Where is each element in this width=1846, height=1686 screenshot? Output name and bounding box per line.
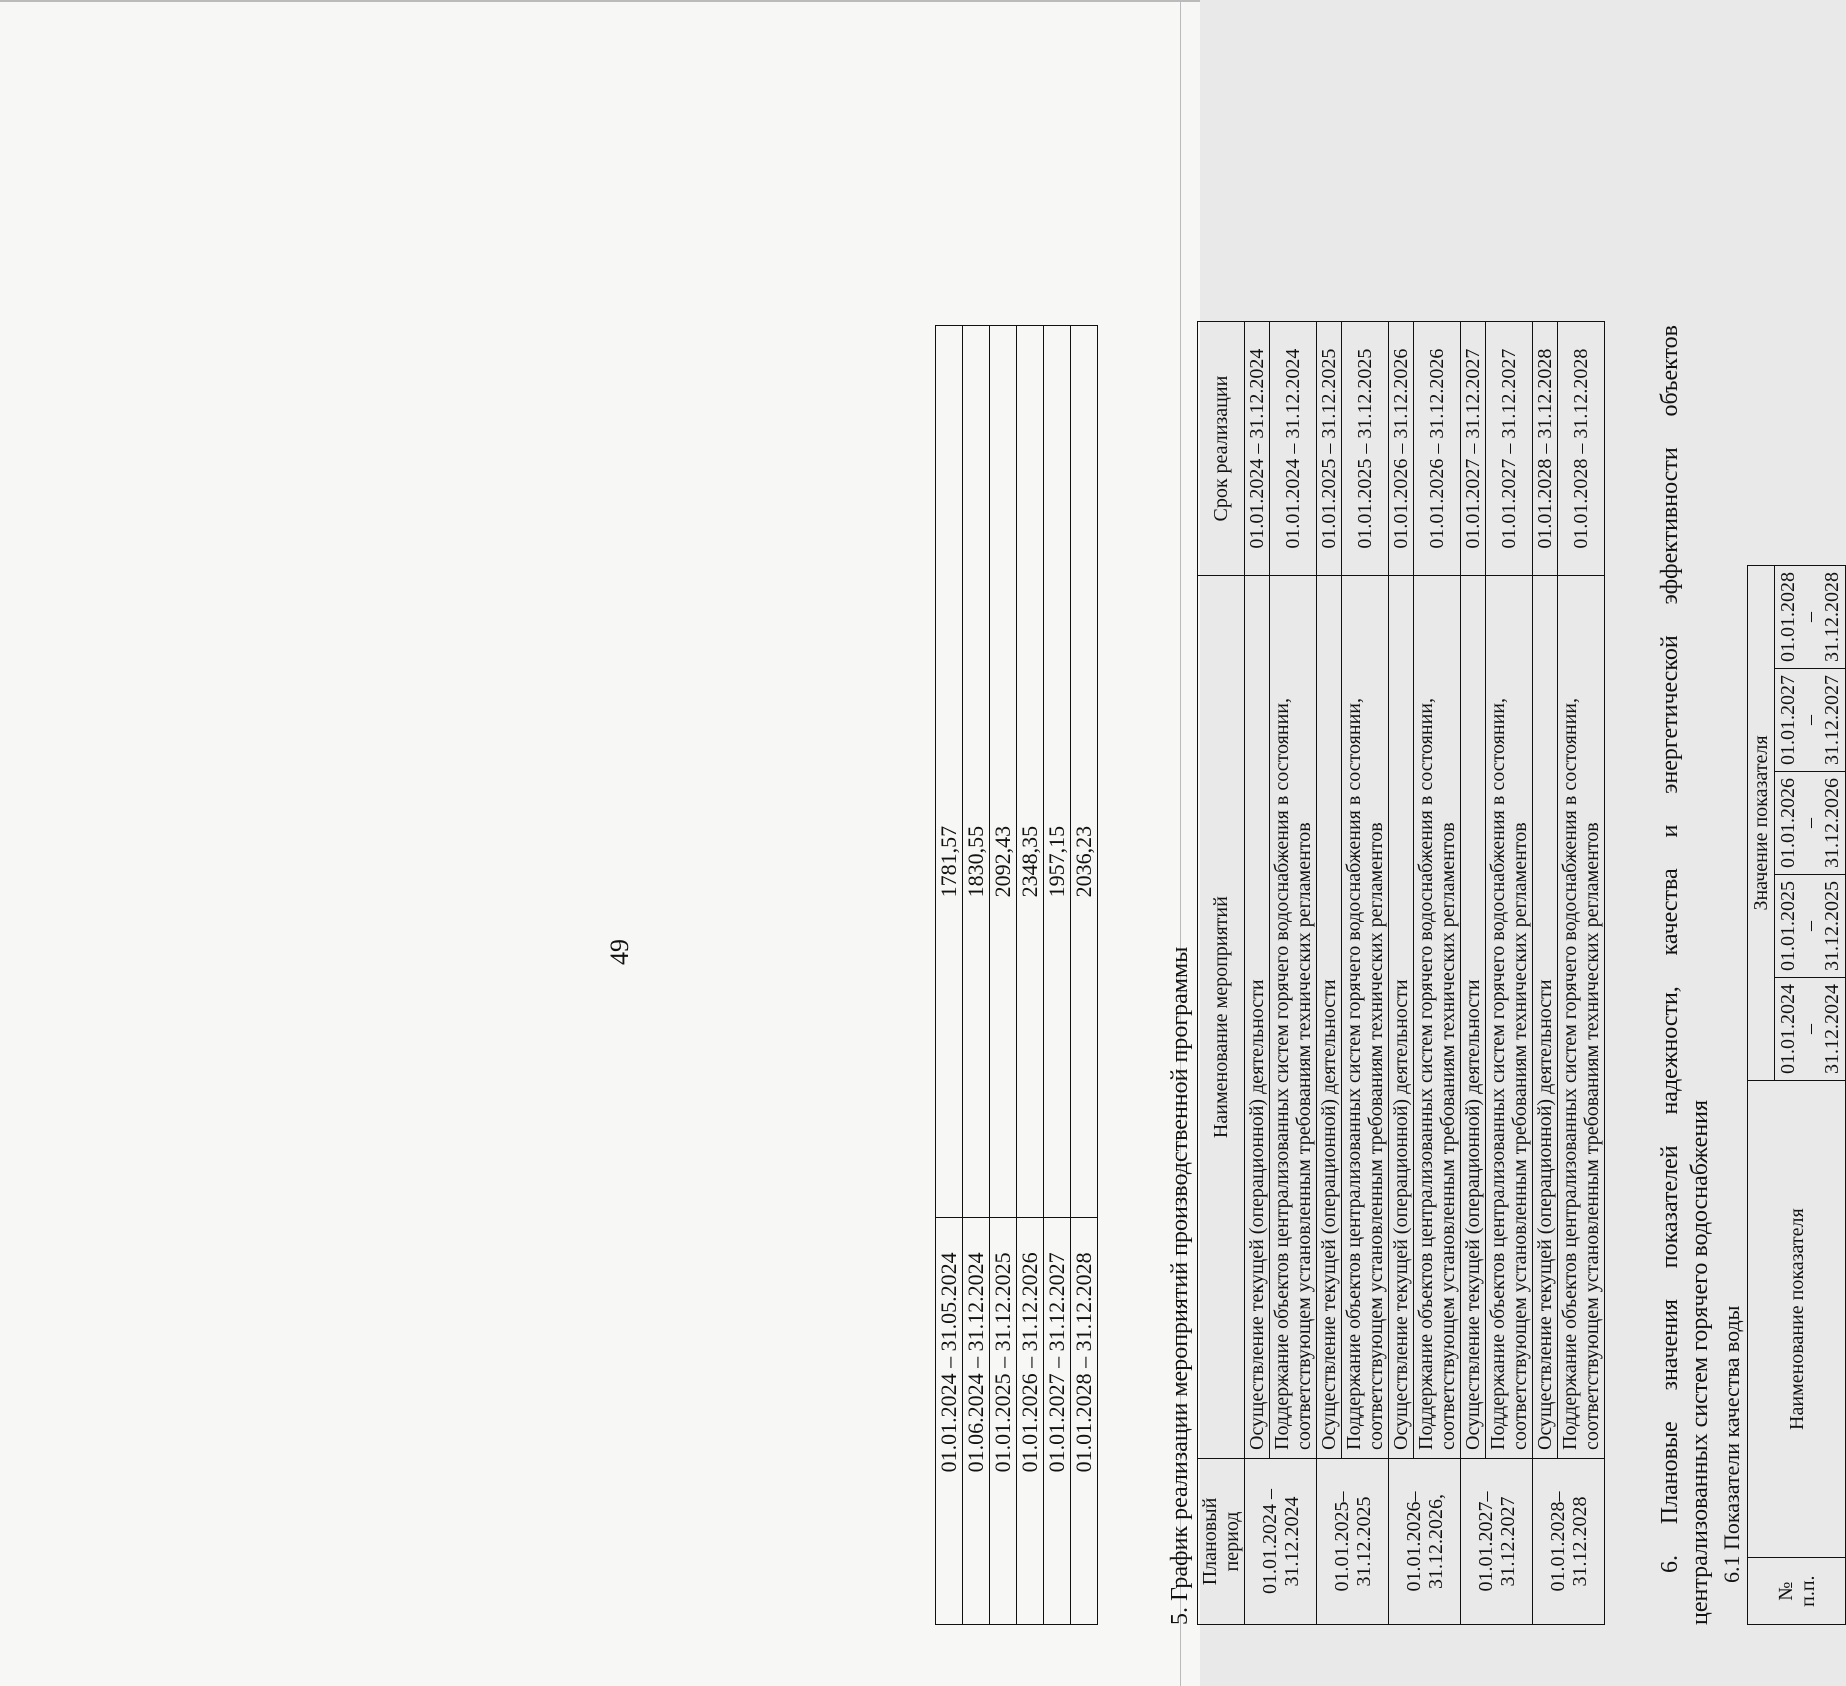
plan-row <box>1414 322 1461 1625</box>
plan-term-cell: 01.01.2024 – 31.12.2024 <box>1270 322 1317 576</box>
rotated-sheet <box>605 105 1843 1665</box>
top-table-row <box>963 326 990 1625</box>
top-row-period: 01.01.2027 – 31.12.2027 <box>1044 1218 1071 1625</box>
plan-term-cell: 01.01.2028 – 31.12.2028 <box>1558 322 1605 576</box>
quality-period-header: 01.01.2025 – 31.12.2025 <box>1775 875 1846 978</box>
top-row-value: 2036,23 <box>1071 326 1098 1218</box>
plan-activity-cell: Поддержание объектов централизованных систем горячего водоснабжения в состоянии, соответствующем установленным требованиям технических регламентов <box>1414 576 1461 1459</box>
plan-period-cell: 01.01.2027– 31.12.2027 <box>1461 1459 1533 1625</box>
plan-row <box>1389 322 1414 1625</box>
plan-activity-cell: Поддержание объектов централизованных систем горячего водоснабжения в состоянии, соответствующем установленным требованиям технических регламентов <box>1558 576 1605 1459</box>
plan-row <box>1270 322 1317 1625</box>
quality-period-header: 01.01.2028 – 31.12.2028 <box>1775 566 1846 669</box>
top-table-row <box>1044 326 1071 1625</box>
section5-heading: 5. График реализации мероприятий производственной программы <box>1167 946 1193 1625</box>
plan-row <box>1461 322 1486 1625</box>
top-row-period: 01.01.2028 – 31.12.2028 <box>1071 1218 1098 1625</box>
plan-activity-cell: Осуществление текущей (операционной) деятельности <box>1389 576 1414 1459</box>
plan-term-cell: 01.01.2027 – 31.12.2027 <box>1486 322 1533 576</box>
plan-activity-cell: Осуществление текущей (операционной) деятельности <box>1533 576 1558 1459</box>
header-period: Плановый период <box>1198 1459 1245 1625</box>
top-row-value: 2092,43 <box>990 326 1017 1218</box>
page-number: 49 <box>605 939 634 965</box>
quality-table <box>1747 565 1846 1625</box>
top-row-period: 01.01.2026 – 31.12.2026 <box>1017 1218 1044 1625</box>
header-indicator: Наименование показателя <box>1748 1081 1846 1558</box>
section6-heading-line2: централизованных систем горячего водоснабжения <box>1687 1099 1713 1625</box>
plan-row <box>1533 322 1558 1625</box>
top-values-table <box>935 325 1098 1625</box>
plan-row <box>1245 322 1270 1625</box>
top-row-value: 1781,57 <box>936 326 963 1218</box>
quality-period-header: 01.01.2024 – 31.12.2024 <box>1775 978 1846 1081</box>
plan-term-cell: 01.01.2026 – 31.12.2026 <box>1414 322 1461 576</box>
top-row-period: 01.01.2024 – 31.05.2024 <box>936 1218 963 1625</box>
quality-period-header: 01.01.2026 – 31.12.2026 <box>1775 772 1846 875</box>
plan-row <box>1558 322 1605 1625</box>
top-table-row <box>1071 326 1098 1625</box>
plan-period-cell: 01.01.2028– 31.12.2028 <box>1533 1459 1605 1625</box>
plan-period-cell: 01.01.2024 – 31.12.2024 <box>1245 1459 1317 1625</box>
section61-heading: 6.1 Показатели качества воды <box>1719 1305 1744 1583</box>
plan-activity-cell: Осуществление текущей (операционной) деятельности <box>1317 576 1342 1459</box>
plan-activity-cell: Поддержание объектов централизованных систем горячего водоснабжения в состоянии, соответствующем установленным требованиям технических регламентов <box>1486 576 1533 1459</box>
plan-term-cell: 01.01.2026 – 31.12.2026 <box>1389 322 1414 576</box>
top-table-row <box>936 326 963 1625</box>
plan-table <box>1197 321 1605 1625</box>
plan-term-cell: 01.01.2025 – 31.12.2025 <box>1317 322 1342 576</box>
quality-period-header: 01.01.2027 – 31.12.2027 <box>1775 669 1846 772</box>
plan-activity-cell: Поддержание объектов централизованных систем горячего водоснабжения в состоянии, соответствующем установленным требованиям технических регламентов <box>1342 576 1389 1459</box>
top-table-row <box>990 326 1017 1625</box>
section6-heading-line1: 6. Плановые значения показателей надежности, качества и энергетической эффективности объектов <box>1657 325 1683 1573</box>
plan-activity-cell: Осуществление текущей (операционной) деятельности <box>1461 576 1486 1459</box>
plan-term-cell: 01.01.2027 – 31.12.2027 <box>1461 322 1486 576</box>
plan-activity-cell: Поддержание объектов централизованных систем горячего водоснабжения в состоянии, соответствующем установленным требованиям технических регламентов <box>1270 576 1317 1459</box>
top-row-period: 01.01.2025 – 31.12.2025 <box>990 1218 1017 1625</box>
scan-edge-top <box>0 0 1200 2</box>
plan-term-cell: 01.01.2028 – 31.12.2028 <box>1533 322 1558 576</box>
top-row-period: 01.06.2024 – 31.12.2024 <box>963 1218 990 1625</box>
plan-row <box>1317 322 1342 1625</box>
top-row-value: 1830,55 <box>963 326 990 1218</box>
header-name: Наименование мероприятий <box>1198 576 1245 1459</box>
top-row-value: 1957,15 <box>1044 326 1071 1218</box>
plan-activity-cell: Осуществление текущей (операционной) деятельности <box>1245 576 1270 1459</box>
header-term: Срок реализации <box>1198 322 1245 576</box>
plan-period-cell: 01.01.2026– 31.12.2026, <box>1389 1459 1461 1625</box>
plan-row <box>1342 322 1389 1625</box>
header-value-group: Значение показателя <box>1748 566 1775 1081</box>
top-table-row <box>1017 326 1044 1625</box>
header-number: № п.п. <box>1748 1558 1846 1625</box>
plan-period-cell: 01.01.2025– 31.12.2025 <box>1317 1459 1389 1625</box>
plan-term-cell: 01.01.2025 – 31.12.2025 <box>1342 322 1389 576</box>
plan-term-cell: 01.01.2024 – 31.12.2024 <box>1245 322 1270 576</box>
section6-heading <box>1655 325 1715 1625</box>
plan-row <box>1486 322 1533 1625</box>
top-row-value: 2348,35 <box>1017 326 1044 1218</box>
